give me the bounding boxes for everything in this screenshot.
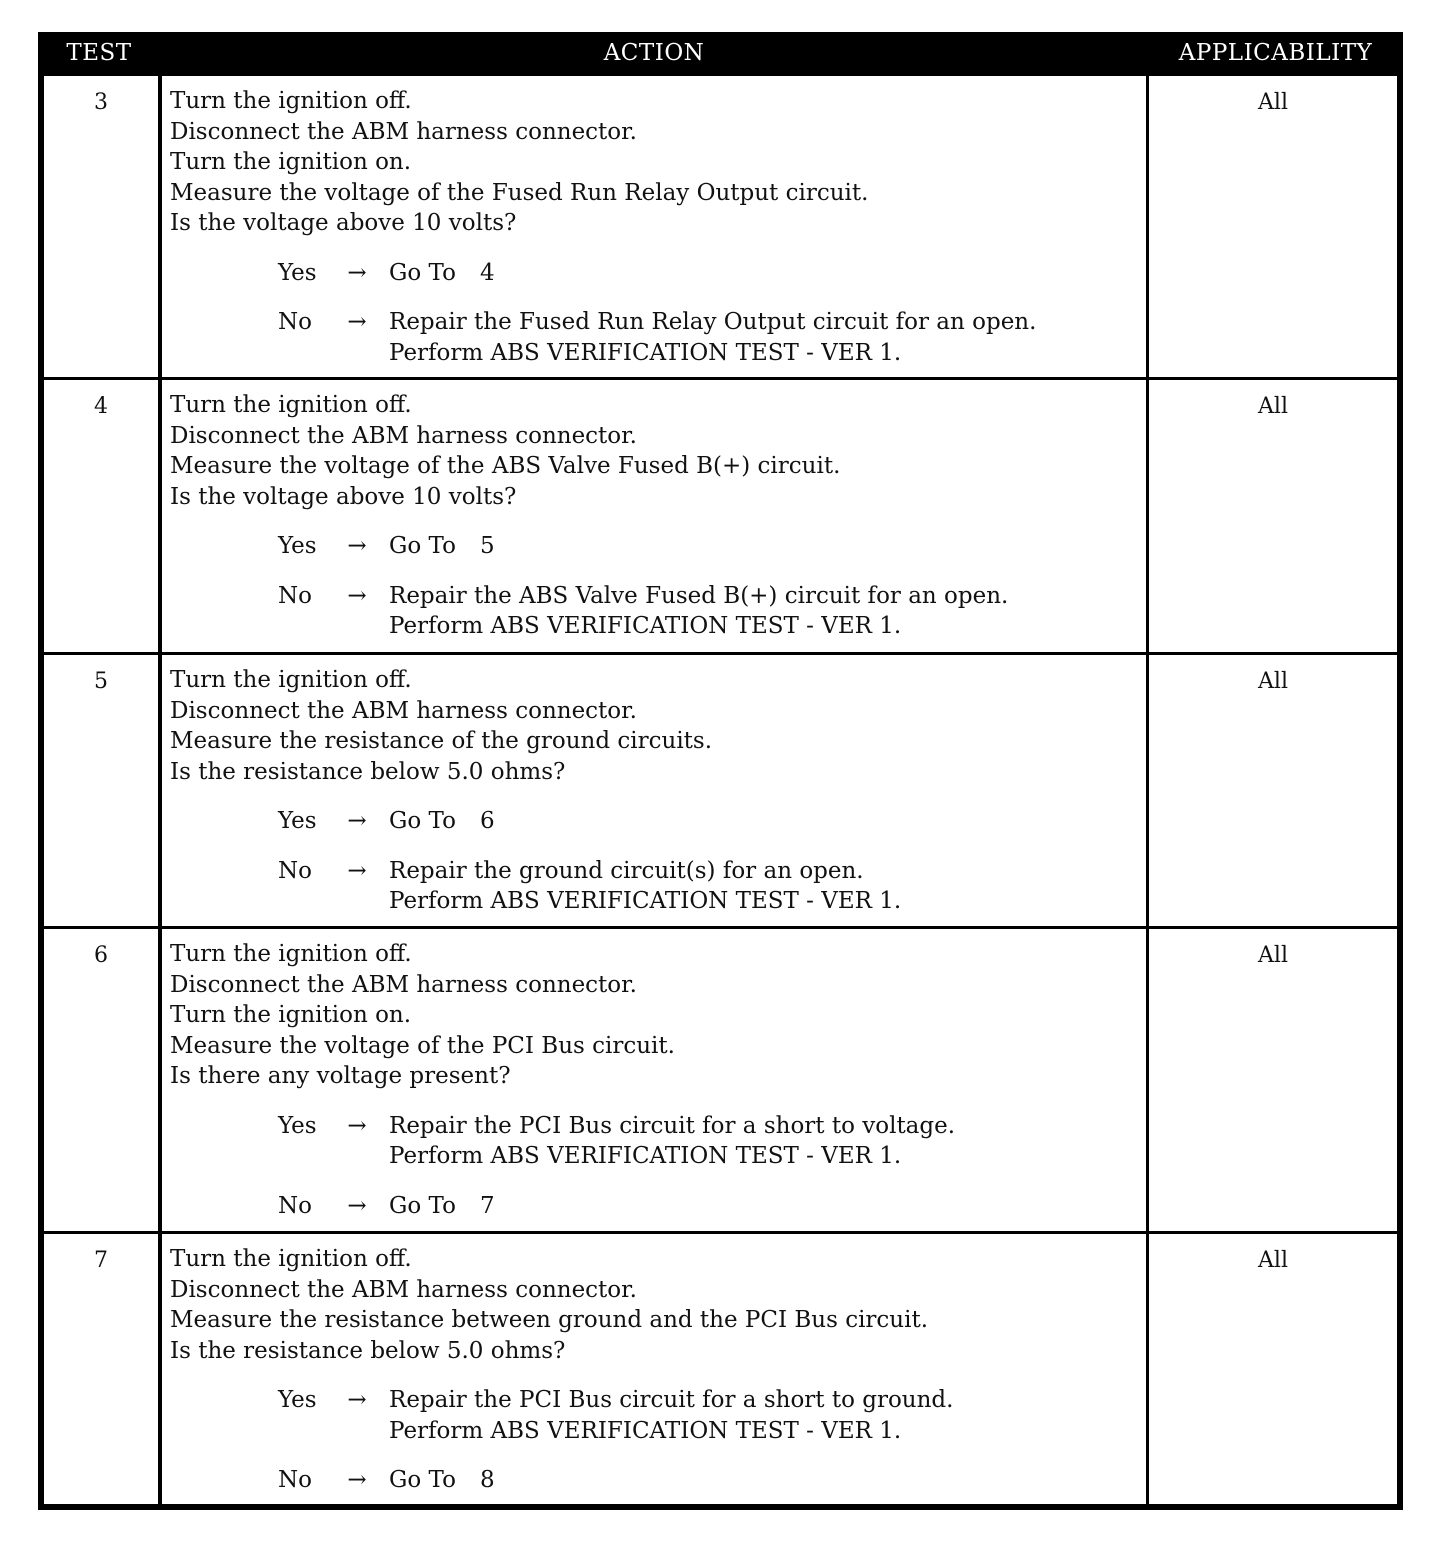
outcome-text: Repair the ground circuit(s) for an open.	[389, 857, 864, 884]
outcome-instruction	[389, 1465, 1146, 1496]
action-step: Measure the voltage of the PCI Bus circuit.	[170, 1032, 675, 1059]
outcome-text: Repair the PCI Bus circuit for a short to voltage.	[389, 1112, 956, 1139]
right-arrow-icon: →	[347, 1112, 367, 1139]
applicability-value: All	[1258, 90, 1288, 115]
action-step: Measure the voltage of the ABS Valve Fused B(+) circuit.	[170, 453, 841, 479]
test-cell	[44, 1234, 158, 1504]
action-step: Measure the voltage of the Fused Run Relay Output circuit.	[170, 179, 869, 206]
no-outcome	[278, 581, 1146, 642]
test-number: 6	[94, 943, 108, 968]
action-step: Turn the ignition on.	[170, 1002, 412, 1028]
right-arrow-icon: →	[347, 1192, 367, 1219]
applicability-value: All	[1258, 394, 1288, 419]
action-cell	[162, 76, 1146, 377]
outcome-text: Repair the ABS Valve Fused B(+) circuit for an open.	[389, 582, 1009, 609]
right-arrow-icon: →	[347, 1387, 367, 1413]
action-step: Turn the ignition off.	[170, 392, 412, 418]
action-step: Measure the resistance of the ground circuits.	[170, 728, 713, 754]
action-step: Disconnect the ABM harness connector.	[170, 1276, 637, 1303]
outcome-text: Perform ABS VERIFICATION TEST - VER 1.	[389, 1143, 902, 1169]
action-step: Disconnect the ABM harness connector.	[170, 422, 637, 449]
goto-test-number: 6	[479, 808, 495, 834]
no-outcome	[278, 307, 1146, 368]
table-row	[38, 76, 1403, 377]
test-cell	[44, 929, 158, 1231]
test-cell	[44, 76, 158, 377]
header-applicability: APPLICABILITY	[1178, 40, 1373, 66]
action-step: Disconnect the ABM harness connector.	[170, 118, 637, 145]
right-arrow-icon: →	[347, 857, 367, 884]
right-arrow-icon: →	[347, 582, 367, 609]
goto-test-number: 8	[479, 1467, 495, 1493]
no-outcome	[278, 1465, 1146, 1496]
test-cell	[44, 380, 158, 652]
outcome-instruction	[389, 856, 1146, 887]
no-label: No	[278, 857, 312, 884]
outcome-instruction	[389, 1385, 1146, 1416]
outcome-instruction	[389, 307, 1146, 338]
no-label: No	[278, 582, 312, 609]
yes-outcome	[278, 531, 1146, 562]
outcome-text: Perform ABS VERIFICATION TEST - VER 1.	[389, 1417, 902, 1444]
test-number: 3	[94, 90, 108, 115]
test-number: 7	[94, 1248, 108, 1273]
header-test: TEST	[66, 40, 132, 66]
right-arrow-icon: →	[347, 1467, 367, 1493]
outcome-instruction	[389, 531, 1146, 562]
applicability-cell	[1149, 76, 1397, 377]
outcome-text: Repair the PCI Bus circuit for a short to ground.	[389, 1387, 954, 1413]
header-action: ACTION	[603, 40, 705, 66]
applicability-value: All	[1258, 669, 1288, 694]
action-step: Turn the ignition off.	[170, 1246, 412, 1272]
applicability-cell	[1149, 655, 1397, 926]
action-cell	[162, 1234, 1146, 1504]
outcome-instruction	[389, 258, 1146, 289]
goto-test-number: 4	[479, 259, 495, 286]
action-step: Turn the ignition off.	[170, 667, 412, 693]
table-row	[38, 929, 1403, 1231]
no-label: No	[278, 1192, 312, 1219]
yes-outcome	[278, 806, 1146, 837]
applicability-cell	[1149, 380, 1397, 652]
outcome-text: Perform ABS VERIFICATION TEST - VER 1.	[389, 339, 902, 366]
outcome-instruction	[389, 338, 1146, 369]
action-step: Is the voltage above 10 volts?	[170, 210, 517, 236]
table-header	[38, 32, 1403, 74]
right-arrow-icon: →	[347, 533, 367, 559]
action-step: Disconnect the ABM harness connector.	[170, 697, 637, 724]
no-outcome	[278, 856, 1146, 917]
action-cell	[162, 655, 1146, 926]
outcome-instruction	[389, 1141, 1146, 1172]
yes-outcome	[278, 1111, 1146, 1172]
test-number: 4	[94, 394, 108, 419]
outcome-text: Perform ABS VERIFICATION TEST - VER 1.	[389, 613, 902, 639]
action-step: Turn the ignition off.	[170, 941, 412, 967]
outcome-instruction	[389, 1416, 1146, 1447]
action-step: Is the resistance below 5.0 ohms?	[170, 758, 566, 785]
right-arrow-icon: →	[347, 808, 367, 834]
action-step: Is the voltage above 10 volts?	[170, 483, 517, 510]
goto-test-number: 5	[479, 533, 495, 559]
action-step: Turn the ignition off.	[170, 88, 412, 114]
outcome-instruction	[389, 1111, 1146, 1142]
table-row	[38, 655, 1403, 926]
right-arrow-icon: →	[347, 259, 367, 286]
yes-label: Yes	[278, 1112, 317, 1139]
right-arrow-icon: →	[347, 309, 367, 335]
outcome-text: Perform ABS VERIFICATION TEST - VER 1.	[389, 888, 902, 914]
yes-label: Yes	[278, 1387, 317, 1413]
action-step: Is there any voltage present?	[170, 1063, 511, 1089]
applicability-cell	[1149, 929, 1397, 1231]
no-outcome	[278, 1191, 1146, 1222]
applicability-value: All	[1258, 1248, 1288, 1273]
outcome-text: Go To	[389, 1467, 456, 1493]
outcome-text: Go To	[389, 259, 456, 286]
no-label: No	[278, 1467, 312, 1493]
no-label: No	[278, 309, 312, 335]
yes-label: Yes	[278, 259, 317, 286]
outcome-instruction	[389, 1191, 1146, 1222]
test-number: 5	[94, 669, 108, 694]
outcome-text: Go To	[389, 808, 456, 834]
yes-outcome	[278, 1385, 1146, 1446]
outcome-instruction	[389, 886, 1146, 917]
yes-label: Yes	[278, 533, 317, 559]
yes-outcome	[278, 258, 1146, 289]
action-step: Turn the ignition on.	[170, 149, 412, 175]
goto-test-number: 7	[479, 1192, 495, 1219]
applicability-cell	[1149, 1234, 1397, 1504]
outcome-instruction	[389, 806, 1146, 837]
action-cell	[162, 929, 1146, 1231]
outcome-text: Repair the Fused Run Relay Output circuit for an open.	[389, 309, 1037, 335]
diagnostic-test-table	[38, 32, 1403, 1510]
outcome-instruction	[389, 581, 1146, 612]
outcome-instruction	[389, 611, 1146, 642]
action-cell	[162, 380, 1146, 652]
yes-label: Yes	[278, 808, 317, 834]
outcome-text: Go To	[389, 1192, 456, 1219]
applicability-value: All	[1258, 943, 1288, 968]
test-cell	[44, 655, 158, 926]
action-step: Measure the resistance between ground and the PCI Bus circuit.	[170, 1307, 929, 1333]
table-row	[38, 1234, 1403, 1504]
action-step: Disconnect the ABM harness connector.	[170, 971, 637, 998]
outcome-text: Go To	[389, 533, 456, 559]
action-step: Is the resistance below 5.0 ohms?	[170, 1337, 566, 1364]
table-row	[38, 380, 1403, 652]
